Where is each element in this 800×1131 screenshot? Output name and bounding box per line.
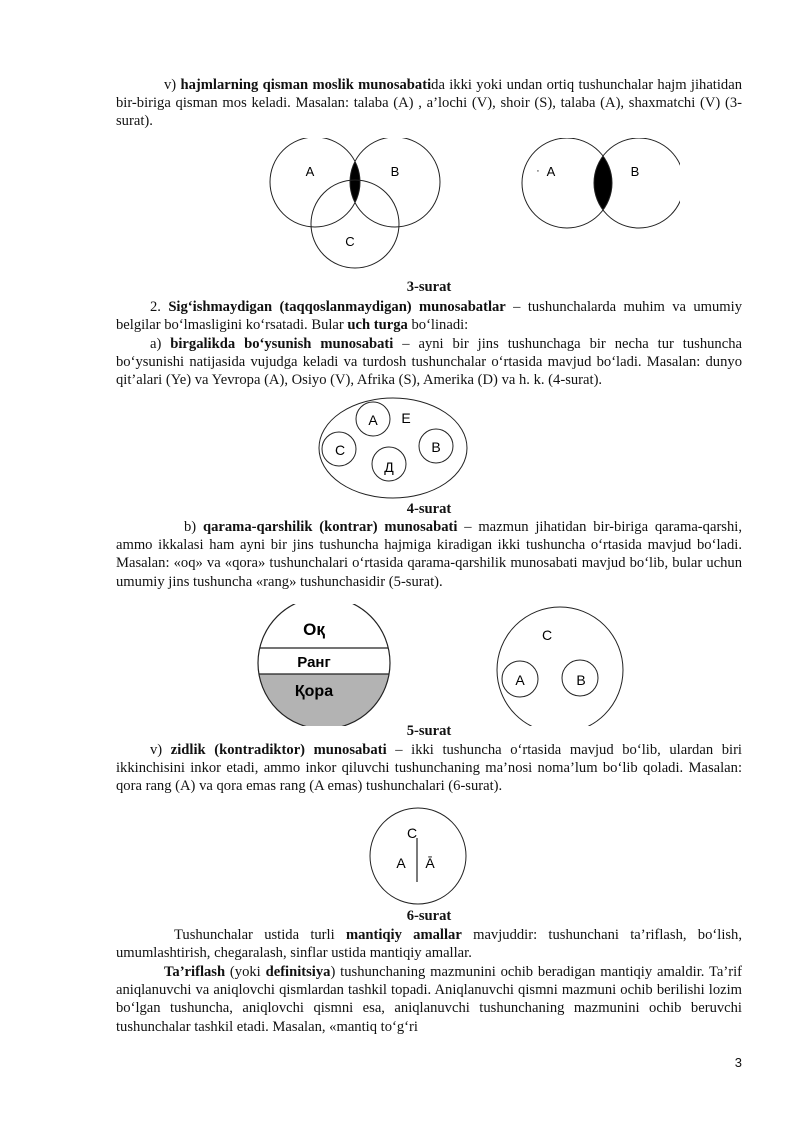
item-marker: 2.	[150, 299, 169, 315]
label-c: C	[406, 825, 418, 841]
item-marker: v)	[150, 742, 171, 758]
label-white: Оқ	[303, 620, 325, 639]
paragraph-contrary	[116, 518, 742, 591]
figure-6-diagram	[366, 804, 470, 908]
paragraph-incompatible	[116, 298, 742, 334]
paragraph-text: mavjuddir: tushunchani ta’riflash, bo‘lish, umumlashtirish, chegaralash, sinflar ustida mantiqiy amallar.	[116, 927, 742, 962]
label-a: A	[305, 164, 315, 179]
paragraph-subordination	[116, 335, 742, 390]
figure-3-diagram	[260, 138, 680, 274]
label-dot: ·	[536, 165, 540, 177]
term-incompatible: Sig‘ishmaydigan (taqqoslanmaydigan) munosabatlar	[168, 299, 506, 315]
paragraph-text: – ikki tushuncha o‘rtasida mavjud bo‘lib, ulardan biri ikkinchisini inkor etadi, ammo inkor qiluvchi tushunchaning ma’nosi noma’lum bo‘lib qoladi. Masalan: qora rang (A) va qora emas rang (A emas) tushunchalari (6-surat).	[116, 742, 742, 795]
label-d: Д	[384, 459, 394, 475]
paragraph-contradictory	[116, 741, 742, 796]
figure-5-diagram	[250, 604, 630, 726]
label-b: B	[390, 164, 400, 179]
term-subordination: birgalikda bo‘ysunish munosabati	[170, 336, 394, 352]
term-three-types: uch turga	[347, 317, 408, 334]
paragraph-definition	[116, 963, 742, 1036]
paragraph-text: – mazmun jihatidan bir-biriga qarama-qarshi, ammo ikkalasi ham ayni bir jins tushuncha hajmiga kiradigan ikki tushuncha o‘rtasida mavjud bo‘ladi. Masalan: «oq» va «qora» tushunchalari o‘rtasida qarama-qarshilik munosabati mavjud bo‘lib, bular uchun umumiy jins tushuncha «rang» tushunchasidir (5-surat).	[116, 519, 742, 590]
paragraph-text: – tushunchalarda muhim va umumiy belgilar bo‘lmasligini ko‘rsatadi. Bular	[116, 299, 743, 334]
term-partial-overlap: hajmlarning qisman moslik munosabati	[180, 77, 432, 93]
label-b: B	[431, 439, 441, 455]
figure-6-caption: 6-surat	[406, 908, 452, 924]
term-logical-operations: mantiqiy amallar	[345, 927, 462, 943]
figure-4-diagram	[314, 394, 474, 500]
shaded-region-black	[250, 674, 410, 726]
label-black: Қора	[294, 683, 334, 700]
label-a: A	[368, 412, 378, 428]
circle-b	[350, 138, 440, 227]
label-b: B	[630, 164, 640, 179]
paragraph-text: – ayni bir jins tushunchaga bir necha tur tushuncha bo‘ysunishi natijasida vujudga keladi va turdosh tushunchalar o‘rtasida mavjud bo‘ladi. Masalan: dunyo qit’alari (Ye) va Yevropa (A), Osiyo (V), Afrika (S), Amerika (D) va h. k. (4-surat).	[116, 336, 742, 389]
paragraph-text: bo‘linadi:	[407, 317, 469, 334]
term-definition: Ta’riflash	[164, 964, 226, 980]
figure-3-caption: 3-surat	[406, 279, 452, 295]
label-c: C	[334, 442, 346, 458]
paragraph-text: Tushunchalar ustida turli	[174, 927, 346, 943]
paragraph-text: (yoki	[225, 964, 266, 980]
term-contrary: qarama-qarshilik (kontrar) munosabati	[202, 519, 458, 535]
label-e: E	[401, 410, 411, 426]
outer-circle	[497, 607, 623, 726]
circle-a	[270, 138, 360, 227]
item-marker: a)	[150, 336, 171, 352]
label-a: A	[396, 855, 406, 871]
figure-4-caption: 4-surat	[406, 501, 452, 517]
page-number: 3	[734, 1055, 742, 1070]
paragraph-partial-overlap	[116, 76, 742, 131]
label-a: A	[515, 672, 525, 688]
paragraph-text: ) tushunchaning mazmunini ochib beradigan mantiqiy amaldir. Ta’rif aniqlanuvchi va aniqlovchi qismlardan tashkil topadi. Aniqlanuvchi qismni mazmuni ochib berilishi lozim bo‘lgan tushuncha, aniqlovchi qismni esa, aniqlanuvchi tushunchaning mazmunini ochib beruvchi tushunchalar tashkil etadi. Masalan, «mantiq to‘g‘ri	[116, 964, 742, 1035]
label-c: C	[345, 234, 355, 249]
term-contradictory: zidlik (kontradiktor) munosabati	[170, 742, 387, 758]
label-b: B	[576, 672, 586, 688]
item-marker: v)	[164, 77, 181, 93]
paragraph-logical-operations	[116, 926, 742, 962]
item-marker: b)	[184, 519, 203, 535]
label-c: C	[541, 627, 553, 643]
paragraph-text: da ikki yoki undan ortiq tushunchalar hajm jihatidan bir-biriga qisman mos keladi. Masalan: talaba (A) , a’lochi (V), shoir (S), talaba (A), shaxmatchi (V) (3-surat).	[116, 77, 742, 130]
label-not-a: Ā	[425, 855, 435, 871]
label-color: Ранг	[297, 654, 331, 671]
figure-5-caption: 5-surat	[406, 723, 452, 739]
outer-circle	[370, 808, 466, 904]
term-definitsiya: definitsiya	[265, 964, 331, 980]
label-a: A	[546, 164, 556, 179]
